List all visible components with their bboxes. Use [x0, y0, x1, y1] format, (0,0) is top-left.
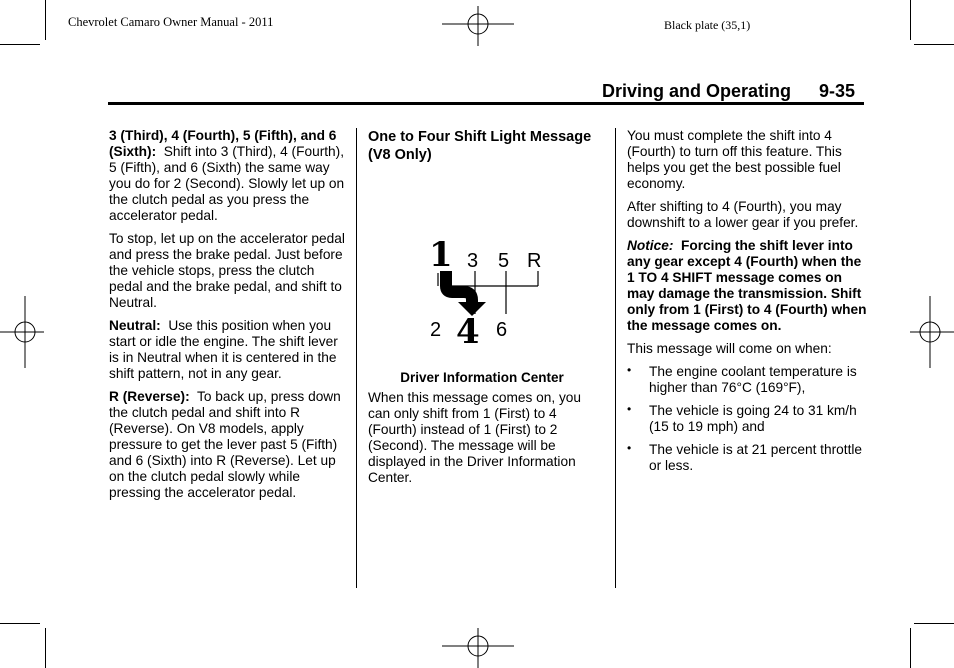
- gear-1-label: 1: [429, 235, 453, 275]
- list-item: [627, 442, 867, 474]
- gear-r-label: R: [527, 250, 542, 272]
- paragraph-text: To back up, press down the clutch pedal and shift into R (Reverse). On V8 models, apply pressure to get the lever past 5 (Fifth) and 6 (Sixth) into R (Reverse). Let up on the clutch pedal slowly while pressing the accelerator pedal.: [109, 389, 341, 500]
- registration-mark-bottom: [442, 628, 514, 668]
- term-label: R (Reverse):: [109, 389, 190, 404]
- crop-mark: [910, 628, 911, 668]
- paragraph: To stop, let up on the accelerator pedal and press the brake pedal. Just before the vehicle stops, press the clutch pedal and the brake pedal, and shift to Neutral.: [109, 231, 345, 310]
- registration-mark-left: [0, 296, 44, 368]
- header-rule: [108, 102, 864, 105]
- registration-mark-right: [910, 296, 954, 368]
- crop-mark: [914, 623, 954, 624]
- gear-4-label: 4: [456, 312, 480, 352]
- column-divider: [615, 128, 616, 588]
- gear-3-label: 3: [467, 250, 479, 272]
- list-item: [627, 403, 867, 435]
- page-number: 9-35: [819, 81, 856, 101]
- crop-mark: [45, 0, 46, 40]
- figure-caption: Driver Information Center: [400, 370, 564, 385]
- gear-2-label: 2: [430, 319, 442, 341]
- term-label: Neutral:: [109, 318, 161, 333]
- crop-mark: [0, 623, 40, 624]
- notice: [627, 238, 867, 334]
- notice-label: Notice:: [627, 238, 674, 253]
- column-divider: [356, 128, 357, 588]
- notice-text: Forcing the shift lever into any gear except 4 (Fourth) when the 1 TO 4 SHIFT message comes on may damage the transmission. Shift only from 1 (First) to 4 (Fourth) when the message comes on.: [627, 238, 867, 333]
- list-item: [627, 364, 867, 396]
- crop-mark: [0, 44, 40, 45]
- bullet-icon: •: [627, 441, 632, 455]
- bullet-icon: •: [627, 363, 632, 377]
- gear-6-label: 6: [496, 319, 508, 341]
- manual-title: Chevrolet Camaro Owner Manual - 2011: [68, 15, 274, 29]
- paragraph: You must complete the shift into 4 (Fourth) to turn off this feature. This helps you get the best possible fuel economy.: [627, 128, 842, 191]
- list-item-text: The engine coolant temperature is higher than 76°C (169°F),: [649, 364, 857, 395]
- list-item-text: The vehicle is going 24 to 31 km/h (15 to 19 mph) and: [649, 403, 857, 434]
- gear-5-label: 5: [498, 250, 510, 272]
- section-header: [602, 81, 855, 102]
- paragraph: This message will come on when:: [627, 341, 832, 356]
- subsection-heading: One to Four Shift Light Message (V8 Only): [368, 129, 592, 163]
- bullet-icon: •: [627, 402, 632, 416]
- crop-mark: [914, 44, 954, 45]
- paragraph: [109, 128, 347, 224]
- shift-pattern-diagram: [368, 164, 596, 354]
- paragraph: After shifting to 4 (Fourth), you may downshift to a lower gear if you prefer.: [627, 199, 859, 230]
- term-label: 3 (Third), 4 (Fourth), 5 (Fifth), and 6 (Sixth):: [109, 128, 337, 159]
- crop-mark: [45, 628, 46, 668]
- paragraph-text: Use this position when you start or idle the engine. The shift lever is in Neutral when it is centered in the shift pattern, not in any gear.: [109, 318, 338, 381]
- column-1: [109, 128, 347, 508]
- list-item-text: The vehicle is at 21 percent throttle or less.: [649, 442, 863, 473]
- plate-label: Black plate (35,1): [664, 18, 751, 32]
- paragraph-text: Shift into 3 (Third), 4 (Fourth), 5 (Fifth), and 6 (Sixth) the same way you do for 2 (Second). Slowly let up on the clutch pedal as you press the accelerator pedal.: [109, 144, 345, 223]
- column-2: [368, 128, 596, 493]
- paragraph: When this message comes on, you can only shift from 1 (First) to 4 (Fourth) instead of 1 (First) to 2 (Second). The message will be displayed in the Driver Information Center.: [368, 390, 582, 485]
- paragraph: [109, 318, 347, 382]
- column-3: [627, 128, 867, 481]
- section-title: Driving and Operating: [602, 81, 792, 101]
- crop-mark: [910, 0, 911, 40]
- shift-pattern-figure: [368, 164, 596, 354]
- registration-mark-top: [442, 6, 514, 46]
- paragraph: [109, 389, 347, 501]
